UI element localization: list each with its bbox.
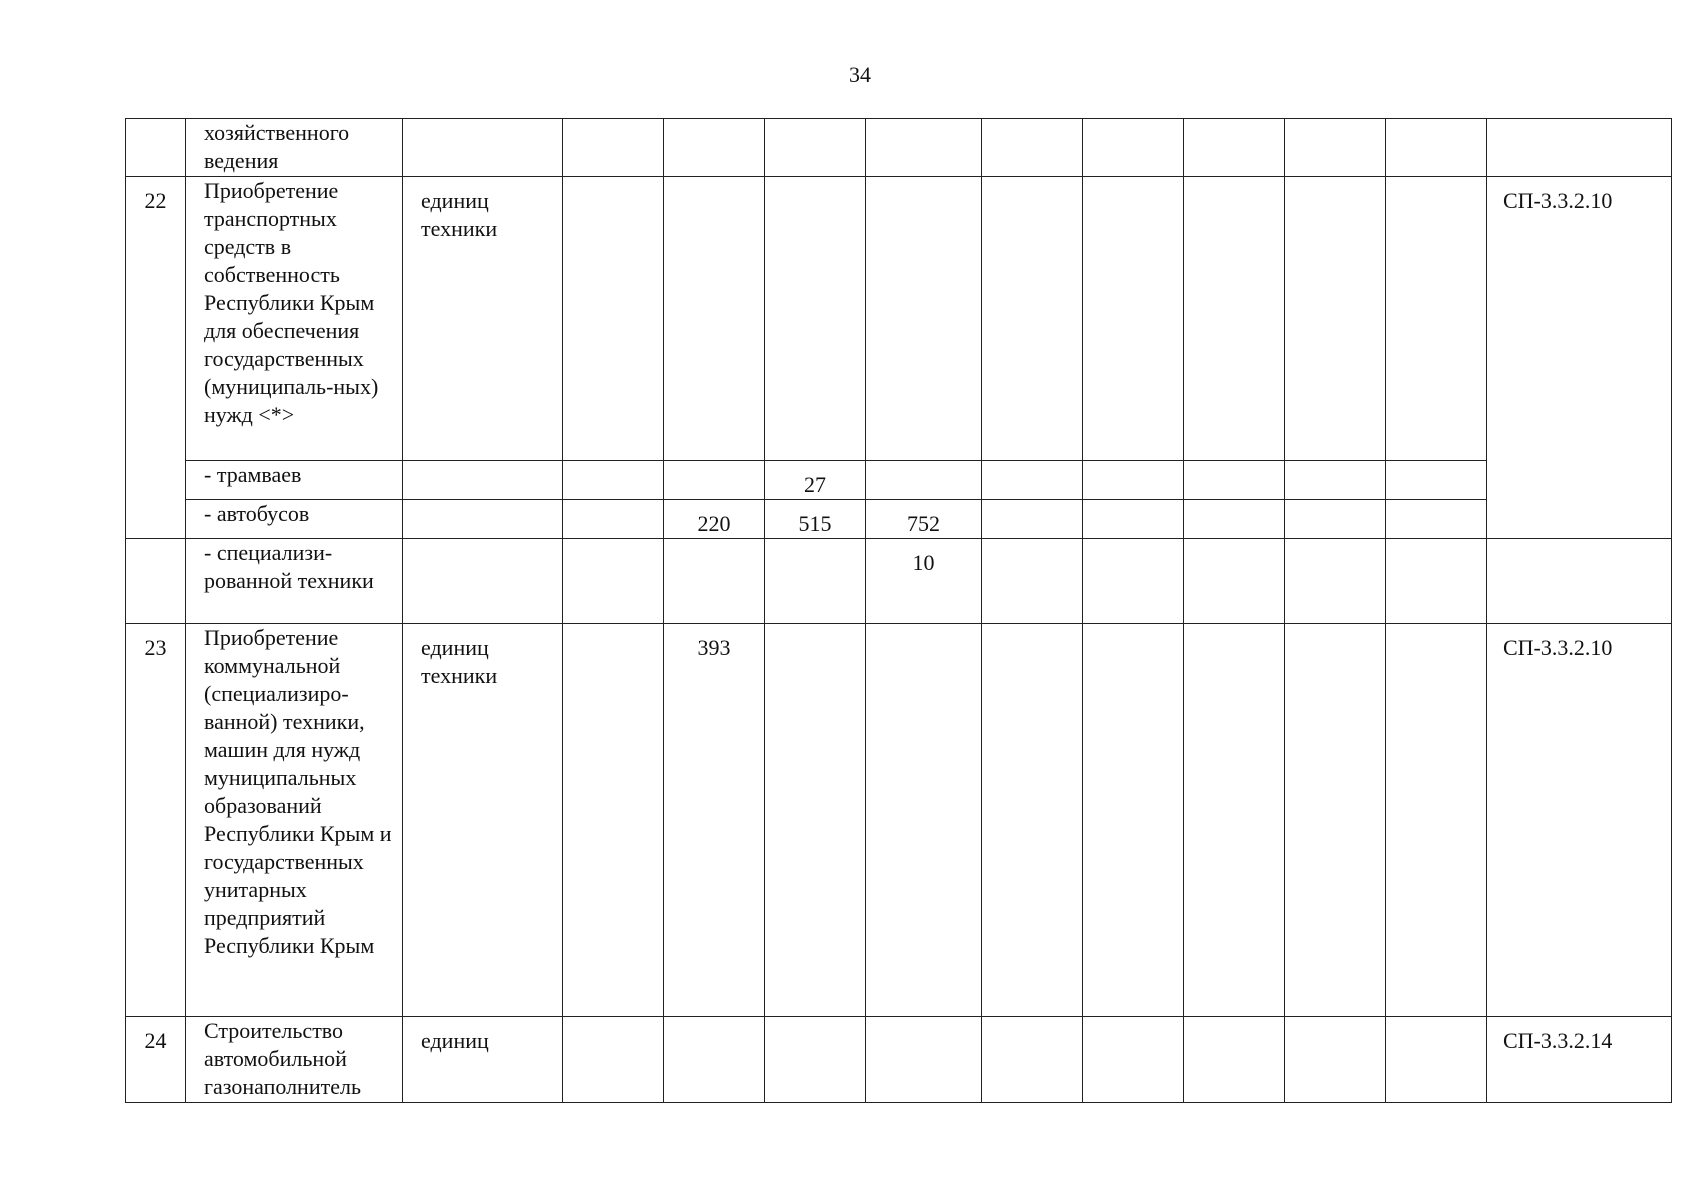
row-number: 24: [126, 1017, 186, 1103]
row-unit: единиц техники: [403, 177, 563, 461]
row-name: Приобретение коммунальной (специализиро-ванной) техники, машин для нужд муниципальных образований Республики Крым и государственных унитарных предприятий Республики Крым: [186, 624, 403, 1017]
row-code: СП-3.3.2.10: [1487, 177, 1672, 539]
table-row: [126, 1017, 1672, 1103]
cell-value: 515: [765, 500, 866, 539]
row-name: Строительство автомобильной газонаполнитель: [186, 1017, 403, 1103]
cell-value: 10: [866, 539, 982, 624]
row-name: хозяйственного ведения: [186, 119, 403, 177]
cell-value: 393: [664, 624, 765, 1017]
row-unit: единиц техники: [403, 624, 563, 1017]
row-unit: единиц: [403, 1017, 563, 1103]
table-row: [126, 119, 1672, 177]
table-row: [126, 461, 1672, 500]
cell-value: 752: [866, 500, 982, 539]
row-code: СП-3.3.2.14: [1487, 1017, 1672, 1103]
table-row: [126, 177, 1672, 461]
row-name: - специализи-рованной техники: [186, 539, 403, 624]
cell-value: 27: [765, 461, 866, 500]
page-number: 34: [849, 62, 871, 87]
row-name: - автобусов: [186, 500, 403, 539]
table-row: [126, 624, 1672, 1017]
row-code: СП-3.3.2.10: [1487, 624, 1672, 1017]
row-name: Приобретение транспортных средств в собственность Республики Крым для обеспечения государственных (муниципаль-ных) нужд <*>: [186, 177, 403, 461]
table-row: [126, 500, 1672, 539]
indicators-table: [125, 118, 1672, 1103]
cell-value: 220: [664, 500, 765, 539]
row-number: 22: [126, 177, 186, 539]
row-name: - трамваев: [186, 461, 403, 500]
row-number: 23: [126, 624, 186, 1017]
table-row: [126, 539, 1672, 624]
